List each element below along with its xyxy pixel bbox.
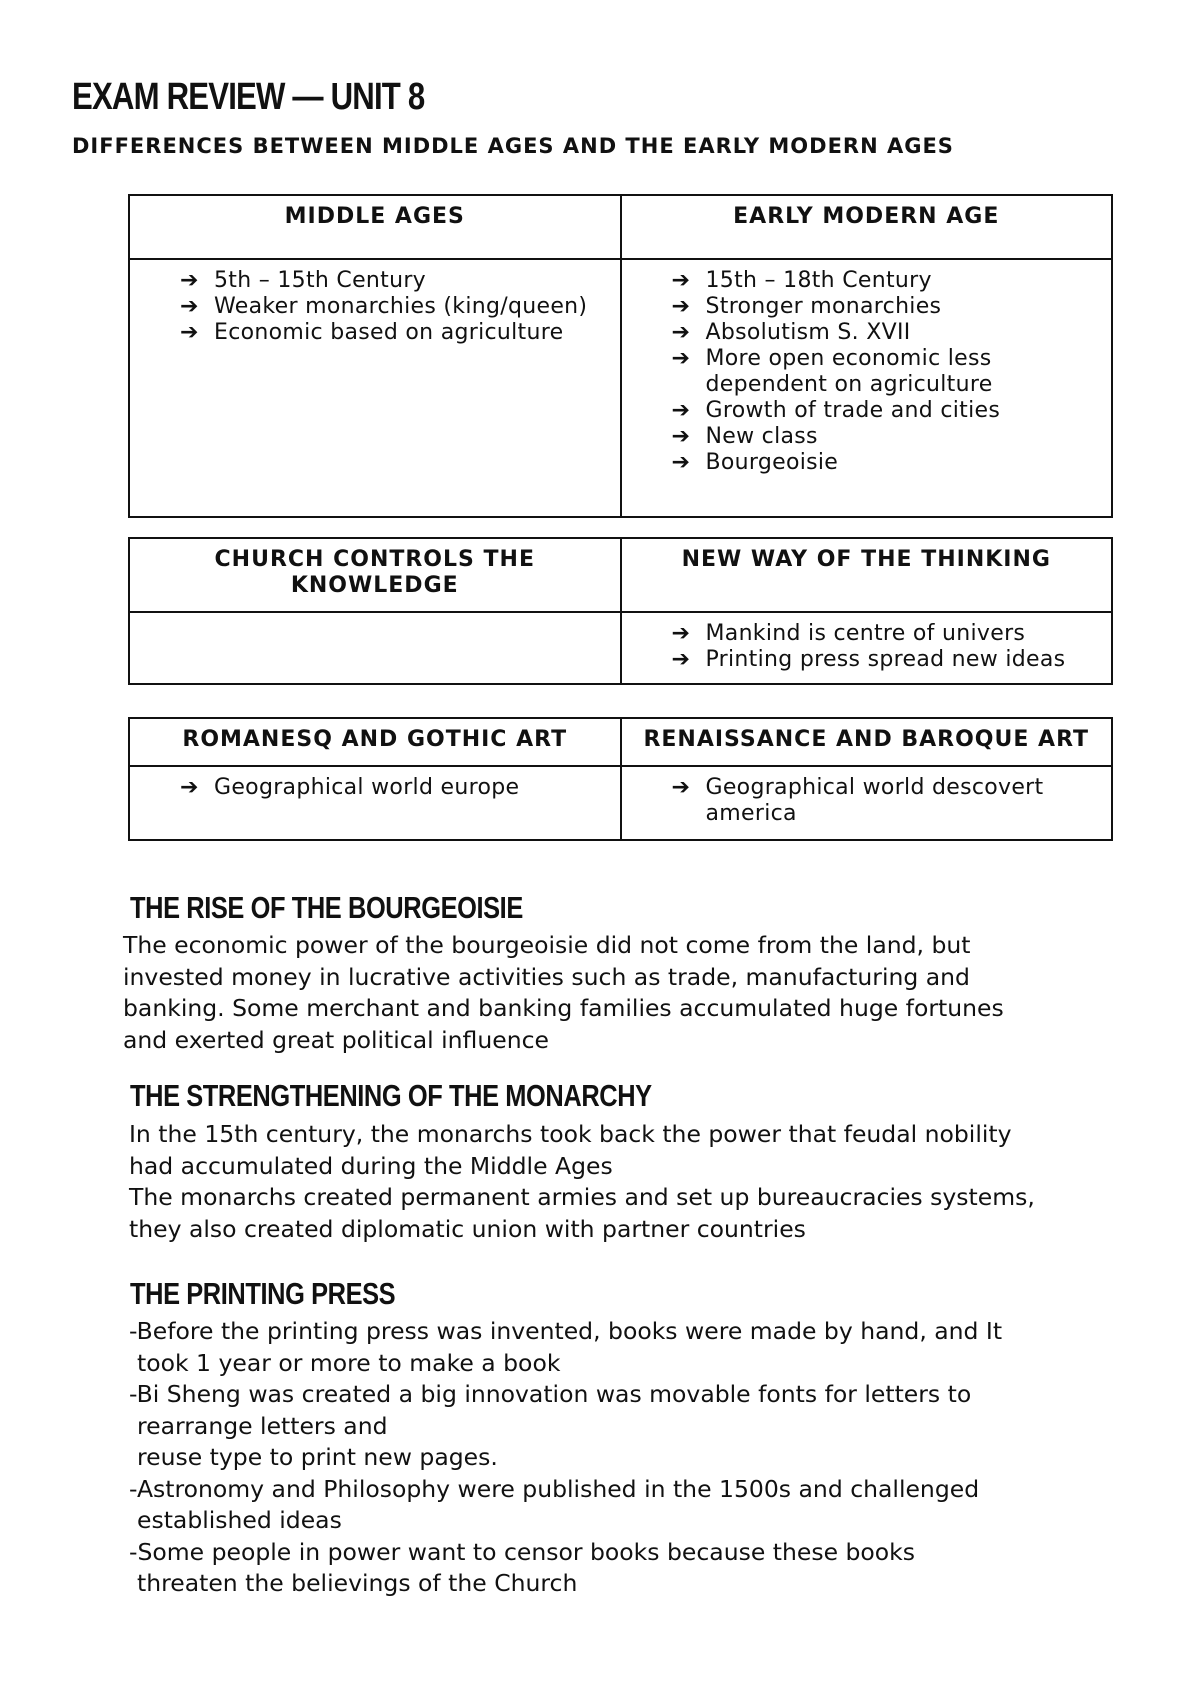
list-item-text: 15th – 18th Century: [705, 268, 932, 293]
table-cell-renaissance-baroque: [621, 766, 1113, 840]
paragraph-line: -Some people in power want to censor books because these books: [129, 1537, 916, 1566]
list-item: [672, 450, 1102, 476]
paragraph-line: In the 15th century, the monarchs took back the power that feudal nobility: [129, 1120, 1012, 1148]
arrow-bullet-icon: ➔: [671, 647, 691, 672]
arrow-bullet-icon: ➔: [671, 268, 691, 293]
list-item: [672, 294, 1102, 320]
list-item-text: Geographical world descovert america: [705, 775, 1044, 826]
list-item-text: More open economic less dependent on agriculture: [705, 346, 993, 397]
list-item: [672, 320, 1102, 346]
arrow-bullet-icon: ➔: [671, 320, 691, 345]
list-item-text: Economic based on agriculture: [214, 320, 564, 345]
paragraph-line: The monarchs created permanent armies and set up bureaucracies systems,: [129, 1183, 1035, 1211]
paragraph-line: threaten the believings of the Church: [137, 1569, 578, 1597]
list-item: [672, 647, 1102, 673]
bullet-list: [180, 775, 610, 801]
paragraph-line: -Astronomy and Philosophy were published in the 1500s and challenged: [129, 1474, 980, 1503]
paragraph-line: The economic power of the bourgeoisie did not come from the land, but: [123, 931, 971, 959]
table-cell-early-modern-age: [621, 259, 1113, 517]
list-item: [672, 268, 1102, 294]
list-item: [180, 775, 610, 801]
list-item: [672, 424, 1102, 450]
table-header-middle-ages: MIDDLE AGES: [129, 195, 621, 259]
paragraph-line: reuse type to print new pages.: [137, 1443, 498, 1471]
arrow-bullet-icon: ➔: [671, 450, 691, 475]
list-item: [672, 621, 1102, 647]
list-item-text: Weaker monarchies (king/queen): [214, 294, 588, 319]
list-item: [672, 346, 1102, 398]
arrow-bullet-icon: ➔: [180, 294, 199, 319]
paragraph-line: took 1 year or more to make a book: [137, 1348, 561, 1377]
paragraph-line: they also created diplomatic union with partner countries: [129, 1214, 806, 1243]
bullet-list: [180, 268, 610, 346]
page-subtitle: DIFFERENCES BETWEEN MIDDLE AGES AND THE EARLY MODERN AGES: [72, 134, 954, 158]
list-item-text: Absolutism S. XVII: [705, 320, 911, 345]
arrow-bullet-icon: ➔: [671, 775, 691, 800]
section-body-printing-press: [129, 1316, 1139, 1600]
arrow-bullet-icon: ➔: [671, 424, 691, 449]
list-item-text: Growth of trade and cities: [705, 398, 1001, 423]
list-item-text: Geographical world europe: [214, 775, 520, 800]
arrow-bullet-icon: ➔: [671, 294, 691, 319]
section-heading-monarchy: THE STRENGTHENING OF THE MONARCHY: [130, 1078, 652, 1113]
table-header-renaissance-baroque: RENAISSANCE AND BAROQUE ART: [621, 718, 1113, 766]
arrow-bullet-icon: ➔: [671, 346, 691, 371]
comparison-table-ages: [128, 194, 1113, 518]
section-body-bourgeoisie: [123, 930, 1133, 1056]
list-item-text: Mankind is centre of univers: [705, 621, 1026, 646]
paragraph-line: banking. Some merchant and banking families accumulated huge fortunes: [123, 994, 1004, 1022]
arrow-bullet-icon: ➔: [180, 320, 199, 345]
list-item-text: Stronger monarchies: [705, 294, 942, 319]
paragraph-line: -Before the printing press was invented, books were made by hand, and It: [129, 1317, 1003, 1345]
table-header-early-modern-age: EARLY MODERN AGE: [621, 195, 1113, 259]
list-item-text: Printing press spread new ideas: [705, 647, 1066, 672]
comparison-table-thinking: [128, 537, 1113, 685]
section-heading-bourgeoisie: THE RISE OF THE BOURGEOISIE: [130, 890, 523, 925]
list-item: [180, 268, 610, 294]
paragraph-line: and exerted great political influence: [123, 1025, 549, 1054]
table-cell-romanesq-gothic: [129, 766, 621, 840]
arrow-bullet-icon: ➔: [671, 621, 691, 646]
table-cell-church-knowledge: [129, 612, 621, 684]
arrow-bullet-icon: ➔: [180, 775, 199, 800]
list-item: [180, 294, 610, 320]
list-item: [180, 320, 610, 346]
arrow-bullet-icon: ➔: [180, 268, 199, 293]
table-header-church-knowledge: CHURCH CONTROLS THE KNOWLEDGE: [129, 538, 621, 612]
list-item-text: 5th – 15th Century: [214, 268, 426, 293]
comparison-table-art: [128, 717, 1113, 841]
table-cell-middle-ages: [129, 259, 621, 517]
paragraph-line: rearrange letters and: [137, 1411, 388, 1440]
paragraph-line: -Bi Sheng was created a big innovation was movable fonts for letters to: [129, 1380, 972, 1408]
list-item-text: New class: [705, 424, 818, 449]
list-item-text: Bourgeoisie: [705, 450, 839, 475]
section-body-monarchy: [129, 1119, 1139, 1245]
table-cell-new-thinking: [621, 612, 1113, 684]
bullet-list: [672, 621, 1102, 673]
paragraph-line: had accumulated during the Middle Ages: [129, 1151, 613, 1180]
paragraph-line: invested money in lucrative activities such as trade, manufacturing and: [123, 962, 970, 991]
list-item: [672, 398, 1102, 424]
table-header-new-thinking: NEW WAY OF THE THINKING: [621, 538, 1113, 612]
paragraph-line: established ideas: [137, 1506, 342, 1534]
list-item: [672, 775, 1102, 827]
bullet-list: [672, 268, 1102, 476]
table-header-romanesq-gothic: ROMANESQ AND GOTHIC ART: [129, 718, 621, 766]
arrow-bullet-icon: ➔: [671, 398, 691, 423]
page-title: EXAM REVIEW — UNIT 8: [72, 76, 425, 118]
bullet-list: [672, 775, 1102, 827]
section-heading-printing-press: THE PRINTING PRESS: [130, 1276, 396, 1311]
